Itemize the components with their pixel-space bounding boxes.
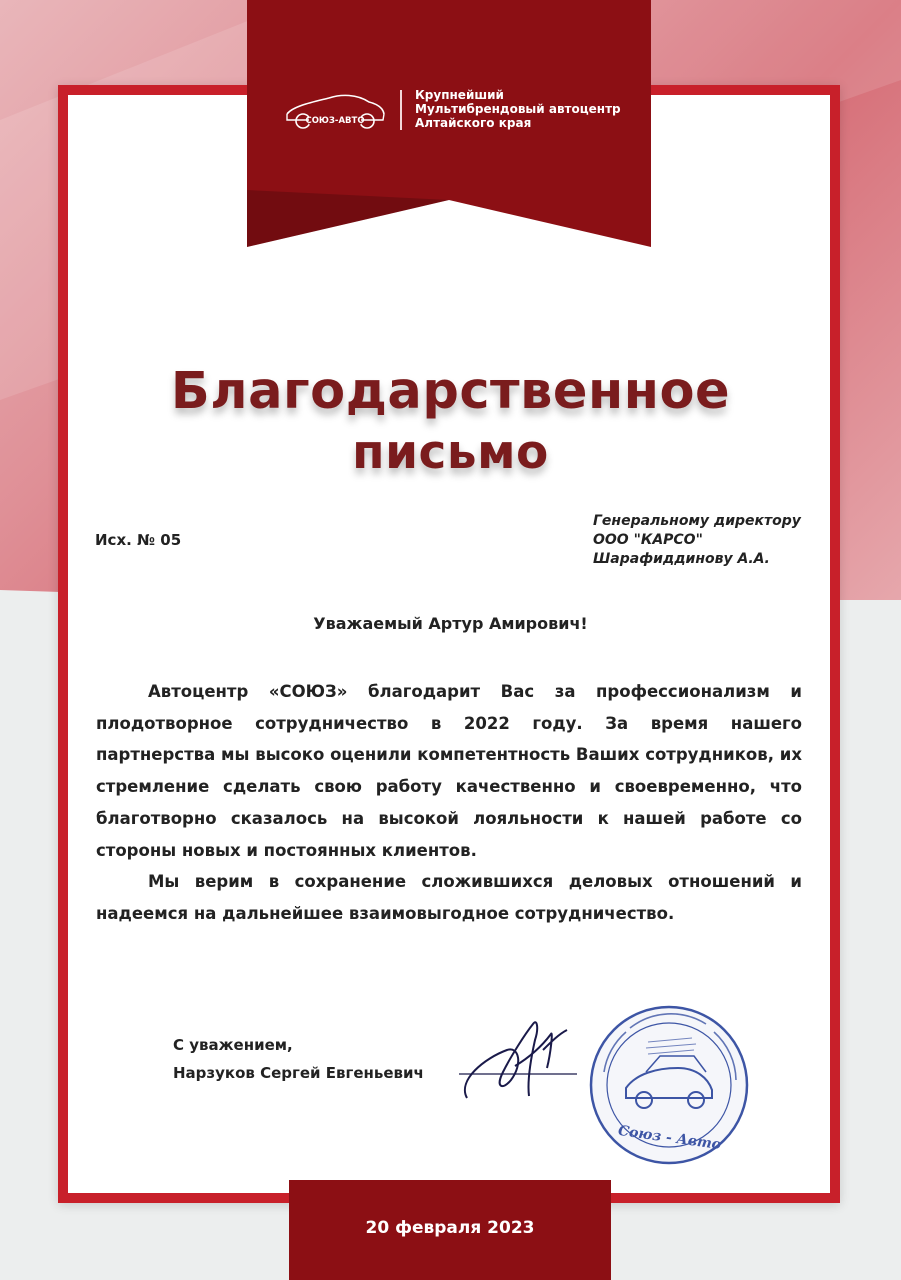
addressee-line: ООО "КАРСО" — [593, 532, 703, 548]
tagline-line: Крупнейший — [415, 88, 504, 102]
company-logo — [283, 88, 623, 132]
company-tagline — [415, 88, 621, 130]
logo-divider — [400, 90, 402, 130]
body-paragraph: Автоцентр «СОЮЗ» благодарит Вас за профессионализм и плодотворное сотрудничество в 2022 году. За время нашего партнерства мы высоко оценили компетентность Ваших сотрудников, их стремление сделать свою работу качественно и своевременно, что благотворно сказалось на высокой лояльности к нашей работе со стороны новых и постоянных клиентов. — [96, 682, 802, 860]
letter-title-line2: письмо — [352, 425, 549, 480]
handwritten-signature — [455, 1010, 585, 1110]
logo-text: СОЮЗ-АВТО — [305, 116, 365, 126]
closing-phrase: С уважением, — [173, 1036, 293, 1054]
letter-date: 20 февраля 2023 — [365, 1218, 535, 1238]
tagline-line: Алтайского края — [415, 116, 532, 130]
addressee — [593, 512, 801, 569]
company-stamp — [586, 1002, 752, 1168]
stamp-inscription: Союз - Авто — [617, 1122, 723, 1154]
signature-block — [173, 1031, 424, 1087]
body-paragraph: Мы верим в сохранение сложившихся деловых отношений и надеемся на дальнейшее взаимовыгодное сотрудничество. — [96, 872, 802, 923]
addressee-line: Шарафиддинову А.А. — [593, 551, 770, 567]
tagline-line: Мультибрендовый автоцентр — [415, 102, 621, 116]
greeting: Уважаемый Артур Амирович! — [313, 614, 588, 633]
car-logo-icon — [283, 88, 387, 132]
letter-title-line1: Благодарственное — [170, 362, 731, 421]
date-bar — [289, 1180, 611, 1280]
outgoing-number: Исх. № 05 — [95, 531, 182, 549]
signer-name: Нарзуков Сергей Евгеньевич — [173, 1064, 424, 1082]
letter-body — [96, 676, 802, 930]
addressee-line: Генеральному директору — [593, 513, 801, 529]
